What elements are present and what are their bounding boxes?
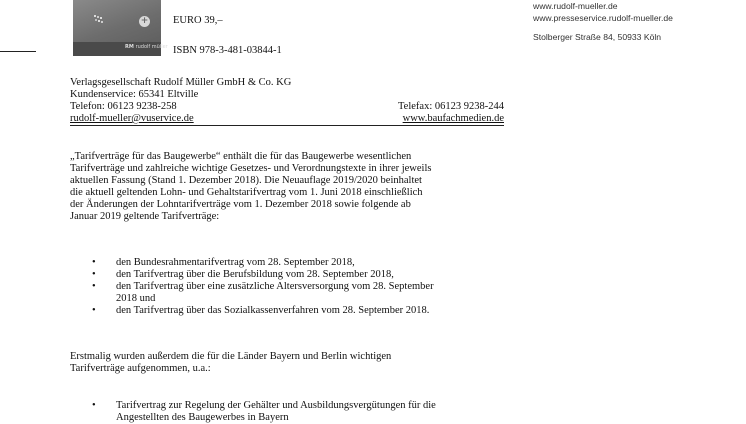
list-item: • den Tarifvertrag über die Berufsbildung vom 28. September 2018, xyxy=(92,269,394,280)
margin-rule xyxy=(0,51,36,52)
bullet-icon: • xyxy=(92,269,96,280)
bullet-icon: • xyxy=(92,281,96,292)
second-paragraph xyxy=(70,351,391,375)
list-item: • den Bundesrahmentarifvertrag vom 28. September 2018, xyxy=(92,257,355,268)
cover-plus-icon: + xyxy=(140,16,149,26)
bullet-icon: • xyxy=(92,400,96,411)
para-line: Erstmalig wurden außerdem die für die Länder Bayern und Berlin wichtigen xyxy=(70,351,392,362)
phone: Telefon: 06123 9238-258 xyxy=(70,101,177,112)
address: Stolberger Straße 84, 50933 Köln xyxy=(533,32,662,42)
intro-line: der Änderungen der Lohntarifverträge vom 1. Dezember 2018 sowie folgende ab xyxy=(70,199,411,210)
intro-paragraph xyxy=(70,151,515,223)
list-item: • den Tarifvertrag über eine zusätzliche Altersversorgung vom 28. September 2018 und xyxy=(92,281,434,304)
book-cover-image xyxy=(73,0,168,56)
regional-contract-list xyxy=(92,400,436,424)
website-link[interactable]: www.rudolf-mueller.de xyxy=(533,1,618,11)
cover-pattern xyxy=(93,14,105,24)
links-row xyxy=(70,113,504,126)
intro-line: aktuellen Fassung (Stand 1. Dezember 2018). Die Neuauflage 2019/2020 beinhaltet xyxy=(70,175,422,186)
publisher-block xyxy=(70,77,504,126)
web-link[interactable]: www.baufachmedien.de xyxy=(402,113,504,124)
intro-line: die aktuell geltenden Lohn- und Gehaltstarifvertrag vom 1. Juni 2018 einschließlich xyxy=(70,187,423,198)
isbn: ISBN 978-3-481-03844-1 xyxy=(173,45,282,56)
intro-line: „Tarifverträge für das Baugewerbe“ enthält die für das Baugewerbe wesentlichen xyxy=(70,151,412,162)
bullet-icon: • xyxy=(92,257,96,268)
price: EURO 39,– xyxy=(173,15,223,26)
list-item: • den Tarifvertrag über das Sozialkassenverfahren vom 28. September 2018. xyxy=(92,305,430,316)
publisher-name: Verlagsgesellschaft Rudolf Müller GmbH & Co. KG xyxy=(70,77,292,88)
para-line: Tarifverträge aufgenommen, u.a.: xyxy=(70,363,211,374)
customer-service: Kundenservice: 65341 Eltville xyxy=(70,89,199,100)
email-link[interactable]: rudolf-mueller@vuservice.de xyxy=(70,113,194,124)
bullet-icon: • xyxy=(92,305,96,316)
fax: Telefax: 06123 9238-244 xyxy=(398,101,504,112)
publisher-contact-block xyxy=(533,0,673,43)
list-item: • Tarifvertrag zur Regelung der Gehälter und Ausbildungsvergütungen für die Angestellten des Baugewerbes in Bayern xyxy=(92,400,436,423)
intro-line: Januar 2019 geltende Tarifverträge: xyxy=(70,211,220,222)
contract-list xyxy=(92,257,434,317)
cover-logo: RM rudolf müller xyxy=(125,44,168,50)
press-service-link[interactable]: www.presseservice.rudolf-mueller.de xyxy=(533,13,673,23)
phone-fax-row xyxy=(70,101,504,113)
intro-line: Tarifverträge und zahlreiche wichtige Gesetzes- und Verordnungstexte in ihrer jeweils xyxy=(70,163,432,174)
